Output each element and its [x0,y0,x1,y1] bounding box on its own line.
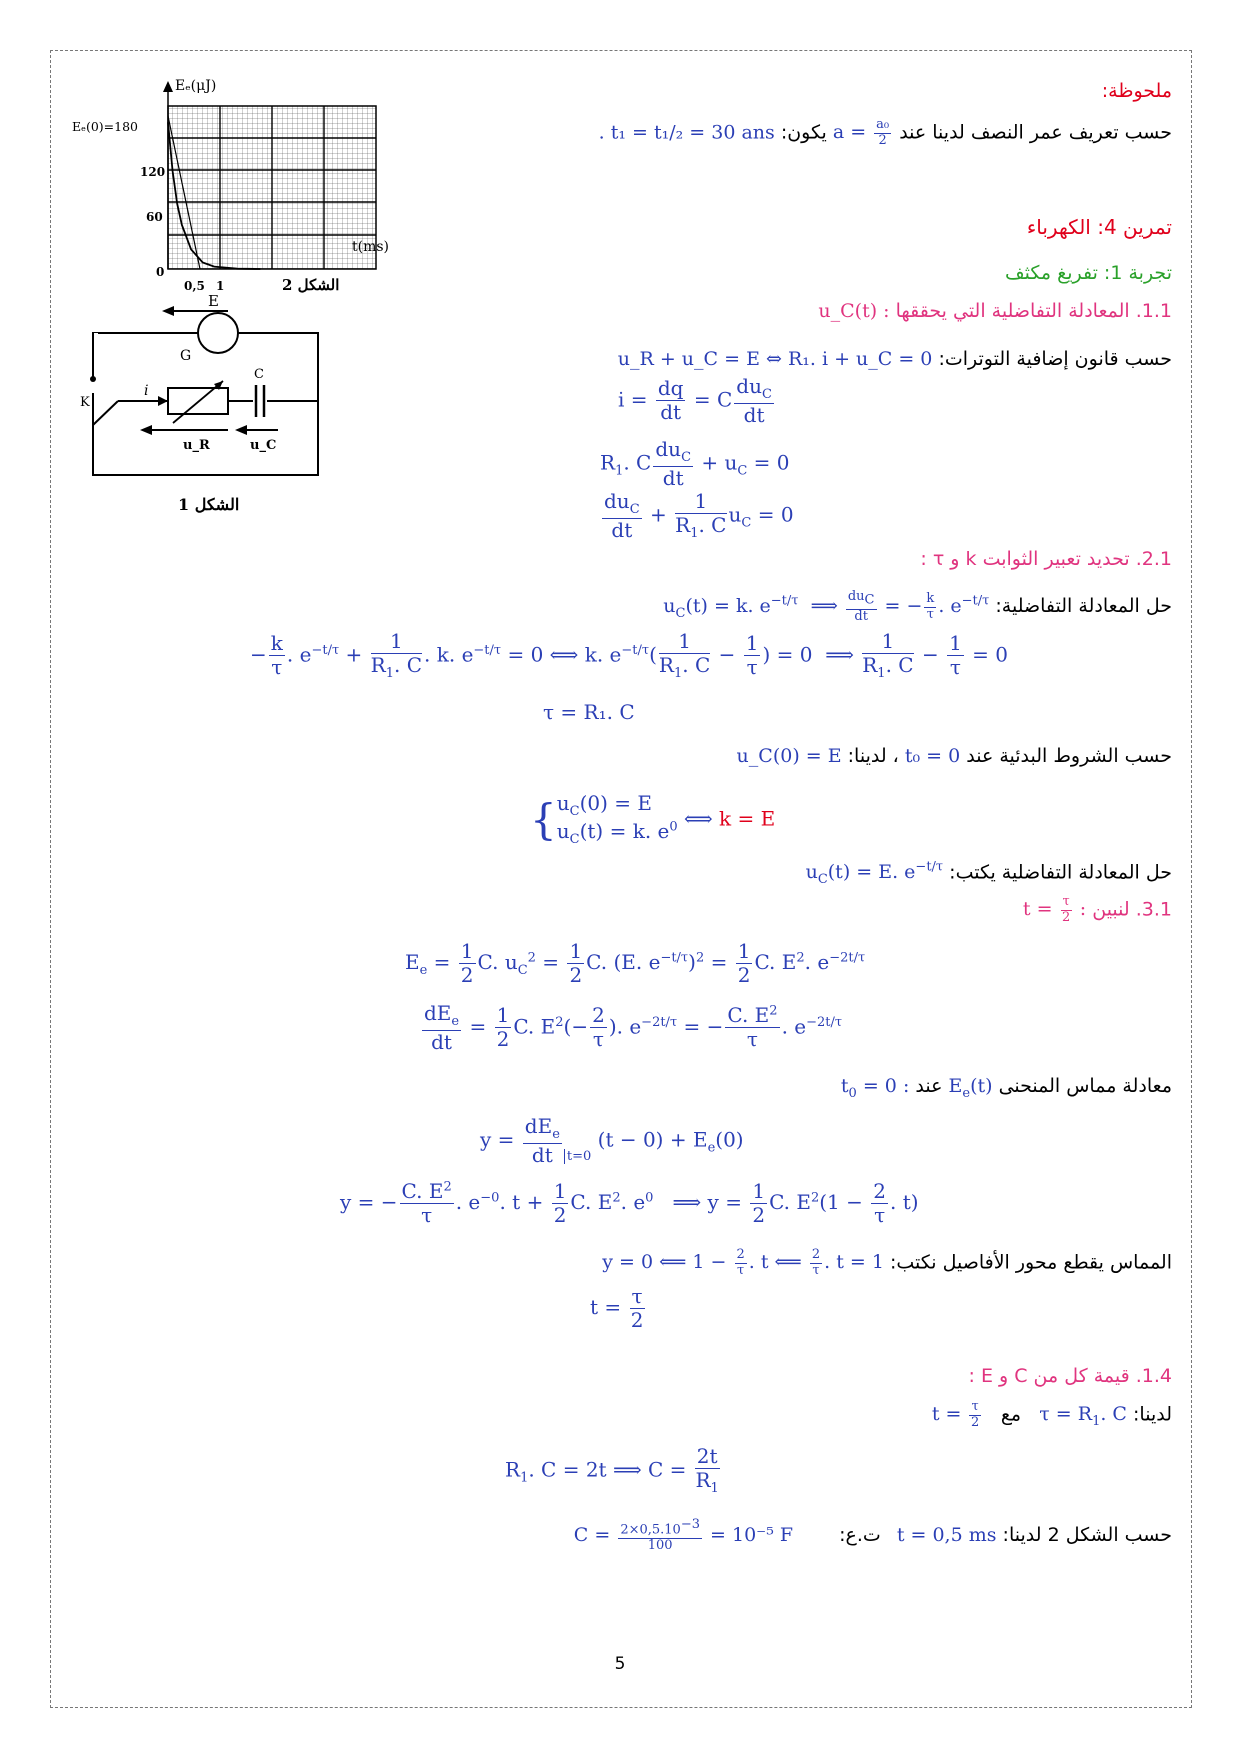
relations: لدينا: $\tau = R_1$. C مع t = $\frac{\tau}{2}$ [931,1399,1172,1430]
section-3-1-title: 3.1. لنبين t = $\frac{\tau}{2}$ : [1022,894,1172,925]
eq-t-result: t = $\frac{\tau}{2}$ [590,1284,644,1332]
initial-conditions: حسب الشروط البدئية عند t₀ = 0 ، لدينا: u_C(0) = E [736,745,1172,767]
numerical-result: حسب الشكل 2 لدينا: t = 0,5 ms ت.ع: C = $\frac{2\times 0,5.10^{-3}}{100}$ = 10⁻⁵ F [573,1517,1172,1554]
figure-2-xlabel: t(ms) [352,239,390,255]
eq-energy: $E_e$ = $\frac{1}{2}$ C. $u_C^2$ = $\frac{1}{2}$ C. (E. $e^{-t/\tau})^2$ = $\frac{1}{2}$ C. $E^2$. $e^{-2t/\tau}$ [405,939,866,987]
note-text: حسب تعريف عمر النصف لدينا عند [899,121,1172,144]
figure-2-ytick-60: 60 [146,210,163,224]
experiment-title: تجربة 1: تفريغ مكثف [1005,262,1172,284]
section-2-1-title: 2.1. تحديد تعبير الثوابت k و τ : [920,548,1172,570]
final-solution: حل المعادلة التفاضلية يكتب: $u_C(t) = E$. $e^{-t/\tau}$ [805,860,1172,888]
additivity-law: حسب قانون إضافية التوترات: u_R + u_C = E ⇔ R₁. i + u_C = 0 [617,348,1172,370]
section-1-1-title: 1.1. المعادلة التفاضلية التي يحققها u_C(t) : [818,300,1172,322]
exercise-title: تمرين 4: الكهرباء [1026,215,1172,239]
figure-2-xtick-05: 0,5 [184,279,205,293]
eq-tangent: y = $\frac{dE_e}{dt}$ $_{t=0}$ $(t - 0) + E_e(0)$ [480,1114,744,1167]
figure-1-circuit [78,292,338,520]
circuit-label-c: C [254,367,264,382]
eq-diff-1: $R_1$. C $\frac{du_C}{dt}$ + $u_C = 0$ [600,437,790,490]
eq-system: {$u_C(0) = E$ $u_C(t) = k$. $e^0$ ⟺ k = E [530,791,776,847]
eq-substitution: − $\frac{k}{\tau}$ . $e^{-t/\tau}$ + $\frac{1}{R_1. C}$ . k. $e^{-t/\tau} = 0$ ⟺ k. $e^{-t/\tau}$( $\frac{1}{R_1. C}$ − $\frac{1}{\tau}$ ) = 0 ⟹ $\frac{1}{R_1. C}$ − $\frac{1}{\tau}$ = 0 [250,629,1009,681]
tangent-line-text: معادلة مماس المنحنى $E_e(t)$ عند $t_0 = 0$ : [840,1075,1172,1101]
circuit-label-ur: u_R [183,438,210,453]
page-number: 5 [614,1654,626,1674]
circuit-label-uc: u_C [250,438,277,453]
note-title: ملحوظة: [1101,80,1172,102]
figure-2-ytick-0: 0 [156,265,165,279]
figure-2-chart [72,78,412,293]
eq-tau: τ = R₁. C [543,700,635,724]
x-axis-crossing: المماس يقطع محور الأفاصيل نكتب: y = 0 ⟸ 1 − $\frac{2}{\tau}$ . t ⟸ $\frac{2}{\tau}$ . t = 1 [602,1247,1172,1278]
note-yakun: يكون: [780,121,827,144]
note-half-life: . t₁ = t₁/₂ = 30 ans [598,121,775,144]
circuit-label-i: i [144,383,149,399]
note-line [599,118,1172,149]
eq-diff-2: $\frac{du_C}{dt}$ + $\frac{1}{R_1. C}$ $u_C = 0$ [604,489,794,542]
eq-current: i = $\frac{dq}{dt}$ = C $\frac{du_C}{dt}$ [618,374,772,427]
eq-capacitance: $R_1$. C = 2t ⟹ C = $\frac{2t}{R_1}$ [505,1444,719,1496]
figure-2-caption: الشكل 2 [282,276,340,294]
solution-line: حل المعادلة التفاضلية: $u_C(t) = k$. $e^{-t/\tau}$ ⟹ $\frac{du_C}{dt}$ = − $\frac{k}{\tau}$ . $e^{-t/\tau}$ [663,589,1172,624]
circuit-label-e: E [208,292,219,310]
circuit-label-g: G [180,348,192,364]
figure-2-ytick-120: 120 [140,165,166,179]
figure-2-ylabel: Eₑ(μJ) [175,78,217,94]
figure-2-xtick-1: 1 [216,279,225,293]
note-a: a = $\frac{\text{a₀}}{2}$ [832,117,890,148]
eq-tangent-expanded: y = − $\frac{C. E^2}{\tau}$ . $e^{-0}$. t + $\frac{1}{2}$ C. $E^2$. $e^0$ ⟹ y = $\frac{1}{2}$ C. $E^2(1$ − $\frac{2}{\tau}$ . t) [340,1179,919,1227]
figure-2-e0-label: Eₑ(0)=180 [72,119,139,134]
eq-energy-derivative: $\frac{dE_e}{dt}$ = $\frac{1}{2}$ C. $E^2(-$ $\frac{2}{\tau}$ ). $e^{-2t/\tau}$ = − $\frac{C. E^2}{\tau}$ . $e^{-2t/\tau}$ [424,1001,843,1054]
section-1-4-title: 1.4. قيمة كل من C و E : [968,1365,1172,1387]
figure-1-caption: الشكل 1 [178,495,240,514]
circuit-label-k: K [80,395,90,410]
